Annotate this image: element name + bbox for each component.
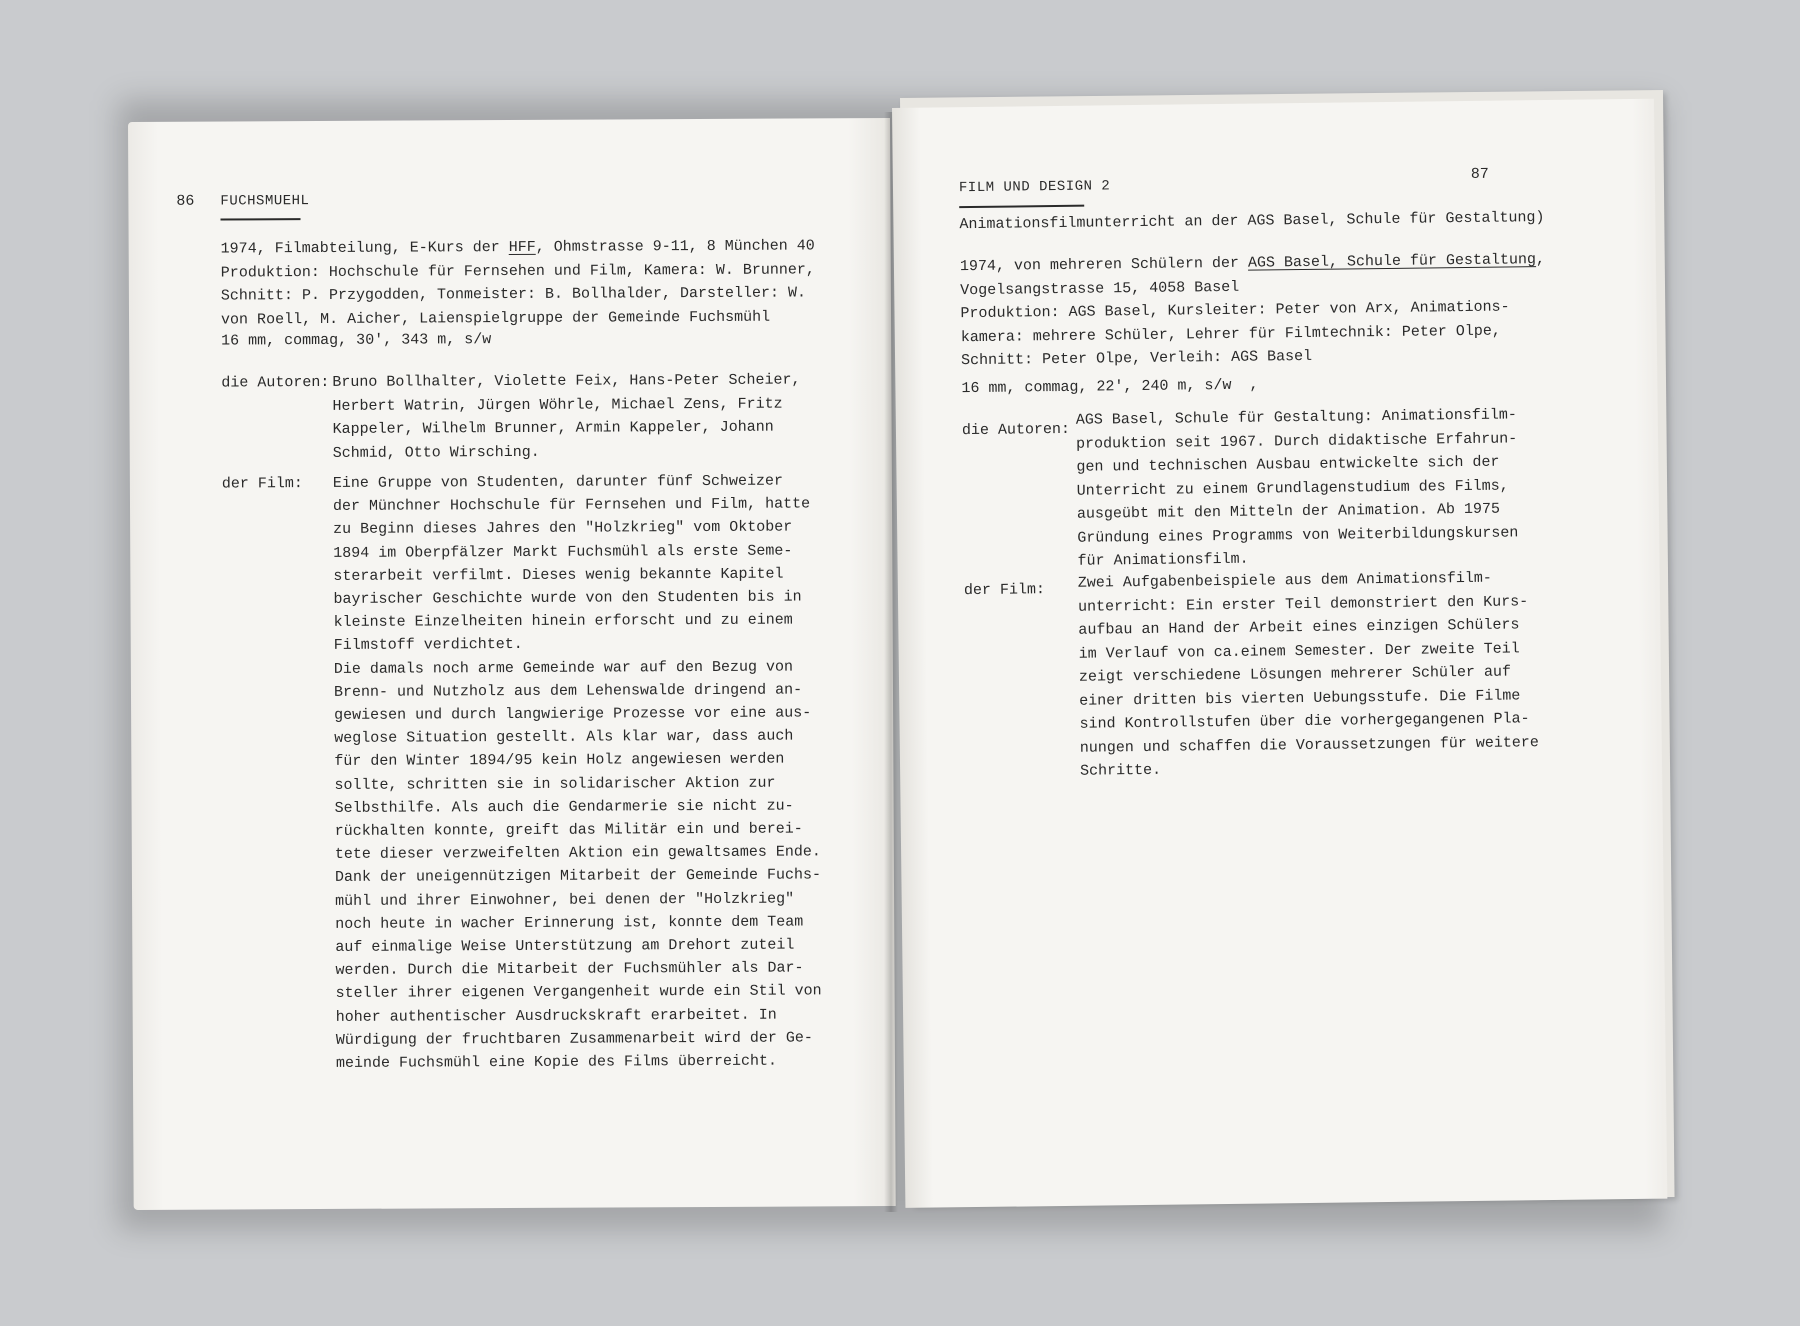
film-line: weglose Situation gestellt. Als klar war, dass auch — [334, 727, 794, 748]
credits-line: Schnitt: P. Przygodden, Tonmeister: B. Bollhalder, Darsteller: W. — [220, 284, 807, 305]
film-line: aufbau an Hand der Arbeit eines einzigen Schülers — [1078, 616, 1520, 639]
film-line: noch heute in wacher Erinnerung ist, konnte dem Team — [335, 913, 804, 933]
film-line: Schritte. — [1080, 761, 1162, 780]
authors-line: AGS Basel, Schule für Gestaltung: Animationsfilm- — [1075, 406, 1517, 429]
film-line: mühl und ihrer Einwohner, bei denen der "Holzkrieg" — [335, 890, 795, 910]
film-line: zu Beginn dieses Jahres den "Holzkrieg" vom Oktober — [333, 518, 793, 539]
film-line: Brenn- und Nutzholz aus dem Lehenswalde dringend an- — [333, 681, 803, 701]
film-line: nungen und schaffen die Voraussetzungen für weitere — [1079, 733, 1539, 757]
authors-text — [332, 368, 801, 464]
left-page — [128, 118, 896, 1210]
running-head-rule — [959, 205, 1084, 209]
film-line: sind Kontrollstufen über die vorhergegangenen Pla- — [1079, 710, 1530, 733]
authors-line: Gründung eines Programms von Weiterbildungskursen — [1077, 523, 1519, 547]
right-page — [892, 99, 1667, 1208]
authors-line: ausgeübt mit den Mitteln der Animation. Ab 1975 — [1076, 500, 1501, 523]
film-line: Eine Gruppe von Studenten, darunter fünf Schweizer — [332, 472, 784, 492]
film-line: bayrischer Geschichte wurde von den Studenten bis in — [333, 588, 802, 608]
underlined-institution: AGS Basel, Schule für Gestaltung — [1247, 251, 1537, 272]
credits-block — [221, 234, 816, 331]
credits-block — [960, 248, 1547, 373]
film-line: Die damals noch arme Gemeinde war auf den Bezug von — [333, 658, 793, 678]
film-line: Zwei Aufgabenbeispiele aus dem Animationsfilm- — [1077, 569, 1492, 592]
film-line: 1894 im Oberpfälzer Markt Fuchsmühl als erste Seme- — [333, 542, 793, 562]
film-line: der Münchner Hochschule für Fernsehen und Film, hatte — [332, 495, 811, 516]
film-line: unterricht: Ein erster Teil demonstriert den Kurs- — [1078, 592, 1529, 616]
authors-line: gen und technischen Ausbau entwickelte sich der — [1076, 453, 1500, 476]
credits-line: 1974, von mehreren Schülern der AGS Basel, Schule für Gestaltung, — [959, 251, 1546, 276]
authors-line: Schmid, Otto Wirsching. — [332, 443, 540, 462]
credits-line: 1974, Filmabteilung, E-Kurs der HFF, Ohmstrasse 9-11, 8 München 40 — [220, 237, 815, 258]
credits-line: Schnitt: Peter Olpe, Verleih: AGS Basel — [960, 347, 1313, 370]
credits-line: Vogelsangstrasse 15, 4058 Basel — [960, 278, 1240, 299]
authors-text — [1076, 403, 1519, 573]
authors-label: die Autoren: — [961, 420, 1071, 440]
authors-line: Bruno Bollhalter, Violette Feix, Hans-Peter Scheier, — [332, 371, 801, 391]
format-line: 16 mm, commag, 22', 240 m, s/w , — [961, 376, 1259, 398]
film-line: gewiesen und durch langwierige Prozesse vor eine aus- — [334, 704, 812, 724]
film-line: im Verlauf von ca.einem Semester. Der zweite Teil — [1078, 639, 1520, 663]
authors-line: Herbert Watrin, Jürgen Wöhrle, Michael Zens, Fritz — [332, 395, 783, 415]
film-description — [333, 469, 822, 1075]
running-head: FUCHSMUEHL — [220, 193, 310, 210]
film-label: der Film: — [963, 581, 1046, 600]
film-label: der Film: — [221, 475, 303, 493]
film-line: Würdigung der fruchtbaren Zusammenarbeit wird der Ge- — [335, 1029, 813, 1049]
film-line: meinde Fuchsmühl eine Kopie des Films überreicht. — [335, 1052, 778, 1073]
film-line: Selbsthilfe. Als auch die Gendarmerie sie nicht zu- — [334, 797, 794, 817]
film-line: hoher authentischer Ausdruckskraft erarbeitet. In — [335, 1006, 777, 1026]
subtitle: Animationsfilmunterricht an der AGS Basel, Schule für Gestaltung) — [959, 209, 1545, 234]
authors-line: für Animationsfilm. — [1077, 550, 1249, 570]
film-line: sterarbeit verfilmt. Dieses wenig bekannte Kapitel — [333, 565, 784, 585]
film-line: steller ihrer eigenen Vergangenheit wurde ein Stil von — [335, 982, 822, 1003]
page-number: 86 — [176, 192, 195, 210]
running-head: FILM UND DESIGN 2 — [958, 178, 1111, 197]
credits-line: von Roell, M. Aicher, Laienspielgruppe der Gemeinde Fuchsmühl — [220, 308, 771, 329]
credits-line: kamera: mehrere Schüler, Lehrer für Filmtechnik: Peter Olpe, — [960, 322, 1501, 346]
film-line: werden. Durch die Mitarbeit der Fuchsmühler als Dar- — [335, 959, 804, 980]
film-description — [1078, 566, 1540, 783]
page-number: 87 — [1470, 165, 1489, 183]
authors-line: Unterricht zu einem Grundlagenstudium des Films, — [1076, 476, 1509, 500]
film-line: zeigt verschiedene Lösungen mehrerer Schüler auf — [1078, 663, 1512, 686]
authors-label: die Autoren: — [221, 373, 330, 392]
film-line: sollte, schritten sie in solidarischer Aktion zur — [334, 774, 776, 794]
film-line: für den Winter 1894/95 kein Holz angewiesen werden — [334, 751, 785, 771]
film-line: einer dritten bis vierten Uebungsstufe. Die Filme — [1079, 686, 1521, 710]
running-head-rule — [221, 218, 301, 220]
credits-line: Produktion: AGS Basel, Kursleiter: Peter von Arx, Animations- — [960, 298, 1510, 323]
credits-line: Produktion: Hochschule für Fernsehen und Film, Kamera: W. Brunner, — [220, 260, 815, 282]
format-line: 16 mm, commag, 30', 343 m, s/w — [221, 331, 492, 350]
film-line: rückhalten konnte, greift das Militär ein und berei- — [334, 820, 803, 840]
underlined-institution: HFF — [508, 238, 536, 257]
film-line: Dank der uneigennützigen Mitarbeit der Gemeinde Fuchs- — [334, 866, 822, 887]
authors-line: Kappeler, Wilhelm Brunner, Armin Kappeler, Johann — [332, 418, 774, 438]
film-line: tete dieser verzweifelten Aktion ein gewaltsames Ende. — [334, 843, 821, 864]
authors-line: produktion seit 1967. Durch didaktische Erfahrun- — [1076, 429, 1518, 453]
film-line: auf einmalige Weise Unterstützung am Drehort zuteil — [335, 936, 795, 956]
film-line: Filmstoff verdichtet. — [333, 636, 523, 655]
film-line: kleinste Einzelheiten hinein erforscht und zu einem — [333, 611, 793, 632]
